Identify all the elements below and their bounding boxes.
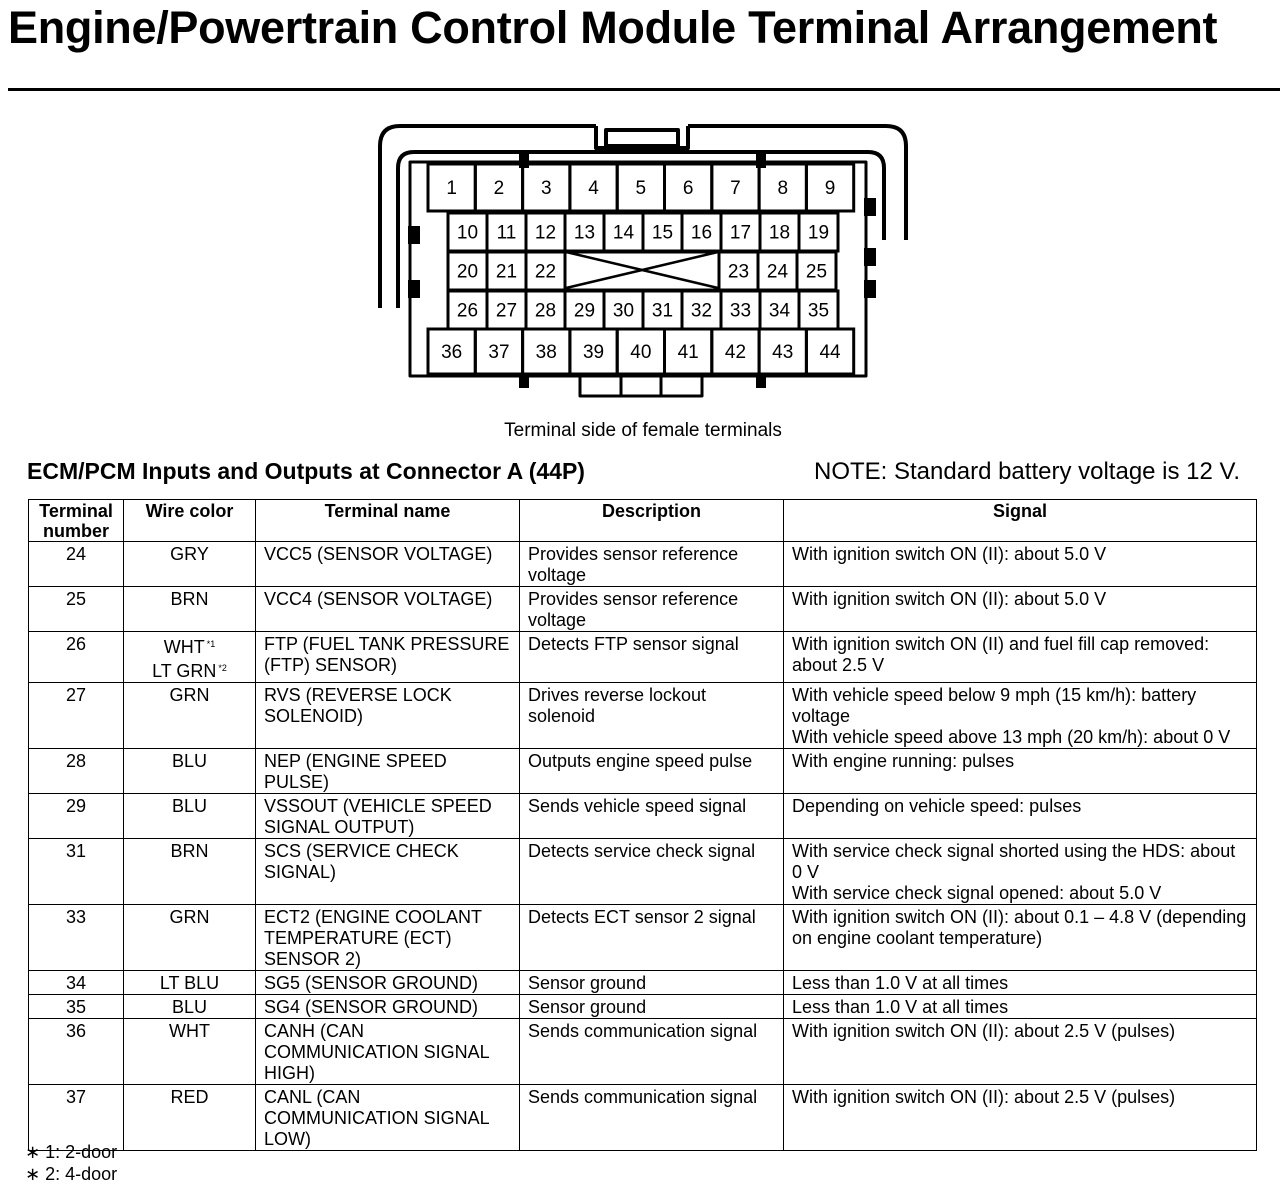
signal-cell [784,749,1257,794]
terminal-number-label: 39 [582,342,605,363]
diagram-caption: Terminal side of female terminals [504,420,782,441]
signal-text: With ignition switch ON (II): about 5.0 V [792,589,1107,609]
terminal-name-cell: SG4 (SENSOR GROUND) [256,995,520,1019]
wire-color-cell [124,542,256,587]
terminal-name-cell: VCC4 (SENSOR VOLTAGE) [256,587,520,632]
terminal-number-label: 3 [540,178,552,199]
signal-text: With engine running: pulses [792,751,1015,771]
signal-text: With vehicle speed below 9 mph (15 km/h): battery voltage [792,685,1197,726]
header-terminal-number [29,500,124,542]
wire-note: *1 [206,639,216,649]
description-cell: Provides sensor reference voltage [520,542,784,587]
header-terminal-name: Terminal name [256,500,520,542]
terminal-number-cell: 34 [29,971,124,995]
footnote-4-door: ∗ 2: 4-door [25,1164,118,1184]
terminal-number-label: 4 [588,178,599,199]
header-wire-color: Wire color [124,500,256,542]
description-cell: Sensor ground [520,995,784,1019]
signal-cell [784,995,1257,1019]
wire-color-cell [124,995,256,1019]
signal-cell [784,839,1257,905]
wire-color-cell [124,794,256,839]
terminal-name-cell: NEP (ENGINE SPEED PULSE) [256,749,520,794]
wire-note: *2 [218,663,227,673]
terminal-number-label: 19 [807,222,830,244]
wire-color: GRN [169,907,210,927]
io-table [28,499,1257,1151]
terminal-number-label: 37 [488,342,510,363]
terminal-number-label: 40 [630,342,652,363]
terminal-name-cell: RVS (REVERSE LOCK SOLENOID) [256,683,520,749]
wire-color: RED [170,1087,209,1107]
table-row [29,683,1257,749]
terminal-number-cell: 31 [29,839,124,905]
footnote-2-door: ∗ 1: 2-door [25,1142,118,1162]
terminal-number-label: 22 [534,261,557,283]
signal-text: With ignition switch ON (II) and fuel fill cap removed: about 2.5 V [792,634,1210,675]
table-row [29,971,1257,995]
signal-text: Depending on vehicle speed: pulses [792,796,1082,816]
terminal-number-label: 1 [446,178,457,199]
table-row [29,794,1257,839]
signal-text: With ignition switch ON (II): about 2.5 V (pulses) [792,1087,1176,1107]
terminal-number-cell: 25 [29,587,124,632]
wire-color: BRN [170,841,209,861]
signal-cell [784,542,1257,587]
terminal-number-label: 20 [456,261,479,283]
terminal-number-label: 17 [729,222,752,244]
signal-text: Less than 1.0 V at all times [792,973,1009,993]
terminal-name-cell: SCS (SERVICE CHECK SIGNAL) [256,839,520,905]
connector-bottom-tab [580,376,702,396]
terminal-number-cell: 37 [29,1085,124,1151]
terminal-number-cell: 35 [29,995,124,1019]
terminal-number-label: 34 [768,300,791,322]
signal-cell [784,632,1257,683]
wire-color: BRN [170,589,209,609]
wire-color-cell [124,632,256,683]
signal-text: With ignition switch ON (II): about 2.5 V (pulses) [792,1021,1176,1041]
table-row [29,1019,1257,1085]
terminal-number-label: 38 [535,342,557,363]
terminal-number-cell: 28 [29,749,124,794]
table-row [29,1085,1257,1151]
terminal-name-cell: CANL (CAN COMMUNICATION SIGNAL LOW) [256,1085,520,1151]
wire-color-alt: LT GRN [152,661,217,681]
wire-color: GRN [169,685,210,705]
signal-text: With ignition switch ON (II): about 5.0 V [792,544,1107,564]
table-row [29,995,1257,1019]
signal-text: Less than 1.0 V at all times [792,997,1009,1017]
terminal-number-label: 2 [493,178,505,199]
signal-text-2: With service check signal opened: about 5.0 V [792,883,1162,903]
connector-diagram [0,0,1286,420]
table-header-row [29,500,1257,542]
signal-cell [784,905,1257,971]
wire-color-cell [124,1019,256,1085]
wire-color: BLU [171,796,207,816]
signal-cell [784,794,1257,839]
signal-cell [784,1019,1257,1085]
terminal-number-cell: 24 [29,542,124,587]
terminal-number-label: 10 [456,222,479,244]
terminal-number-label: 36 [441,342,463,363]
terminal-number-cell: 27 [29,683,124,749]
section-heading: ECM/PCM Inputs and Outputs at Connector A (44P) [27,458,585,484]
wire-color-cell [124,683,256,749]
terminal-number-label: 21 [495,261,518,283]
terminal-number-label: 32 [690,300,713,322]
description-cell: Sends communication signal [520,1019,784,1085]
description-cell: Detects FTP sensor signal [520,632,784,683]
table-row [29,905,1257,971]
terminal-number-label: 30 [612,300,635,322]
terminal-number-cell: 33 [29,905,124,971]
table-row [29,749,1257,794]
terminal-number-cell: 29 [29,794,124,839]
description-cell: Detects service check signal [520,839,784,905]
wire-color-cell [124,749,256,794]
terminal-number-label: 44 [819,342,841,363]
terminal-name-cell: VSSOUT (VEHICLE SPEED SIGNAL OUTPUT) [256,794,520,839]
header-description: Description [520,500,784,542]
description-cell: Sends vehicle speed signal [520,794,784,839]
wire-color-cell [124,1085,256,1151]
signal-cell [784,971,1257,995]
signal-cell [784,1085,1257,1151]
signal-text-2: With vehicle speed above 13 mph (20 km/h): about 0 V [792,727,1231,747]
page-title: Engine/Powertrain Control Module Terminal Arrangement [8,2,1218,53]
terminal-number-label: 23 [727,261,750,283]
signal-cell [784,587,1257,632]
wire-color: LT BLU [159,973,220,993]
wire-color-cell [124,587,256,632]
header-signal: Signal [784,500,1257,542]
table-row [29,587,1257,632]
terminal-number-label: 33 [729,300,752,322]
terminal-number-label: 9 [824,178,836,199]
terminal-number-label: 12 [534,222,557,244]
signal-cell [784,683,1257,749]
footnotes [25,1141,117,1185]
terminal-number-label: 42 [724,342,747,363]
terminal-number-cell: 36 [29,1019,124,1085]
terminal-number-label: 5 [635,178,647,199]
terminal-number-label: 27 [495,300,518,322]
description-cell: Detects ECT sensor 2 signal [520,905,784,971]
signal-text: With service check signal shorted using the HDS: about 0 V [792,841,1236,882]
terminal-number-label: 18 [768,222,791,244]
terminal-name-cell: ECT2 (ENGINE COOLANT TEMPERATURE (ECT) SENSOR 2) [256,905,520,971]
terminal-number-label: 15 [651,222,674,244]
terminal-number-label: 11 [496,222,517,244]
terminal-number-label: 14 [612,222,635,244]
table-row [29,632,1257,683]
wire-color: WHT [163,637,205,657]
terminal-number-label: 41 [677,342,699,363]
signal-text: With ignition switch ON (II): about 0.1 – 4.8 V (depending on engine coolant temperature) [792,907,1247,948]
terminal-name-cell: SG5 (SENSOR GROUND) [256,971,520,995]
terminal-number-label: 24 [766,261,789,283]
description-cell: Drives reverse lockout solenoid [520,683,784,749]
wire-color-cell [124,971,256,995]
wire-color: WHT [169,1021,210,1041]
table-row [29,839,1257,905]
wire-color: BLU [171,751,207,771]
terminal-number-label: 25 [805,261,828,283]
header-terminal-line2: number [42,521,109,541]
wire-color-cell [124,905,256,971]
header-terminal-line1: Terminal [39,501,113,521]
terminal-number-label: 13 [573,222,596,244]
wire-color: BLU [171,997,207,1017]
description-cell: Sends communication signal [520,1085,784,1151]
battery-voltage-note: NOTE: Standard battery voltage is 12 V. [814,458,1241,485]
terminal-name-cell: CANH (CAN COMMUNICATION SIGNAL HIGH) [256,1019,520,1085]
terminal-number-label: 8 [777,178,789,199]
terminal-number-label: 16 [690,222,713,244]
description-cell: Sensor ground [520,971,784,995]
terminal-number-label: 29 [573,300,596,322]
terminal-name-cell: VCC5 (SENSOR VOLTAGE) [256,542,520,587]
terminal-number-label: 28 [534,300,557,322]
terminal-number-label: 6 [682,178,694,199]
description-cell: Outputs engine speed pulse [520,749,784,794]
terminal-number-label: 43 [772,342,794,363]
terminal-number-cell: 26 [29,632,124,683]
terminal-number-label: 7 [730,178,741,199]
terminal-number-label: 31 [651,300,674,322]
wire-color-cell [124,839,256,905]
terminal-number-label: 35 [807,300,830,322]
description-cell: Provides sensor reference voltage [520,587,784,632]
wire-color: GRY [170,544,209,564]
terminal-name-cell: FTP (FUEL TANK PRESSURE (FTP) SENSOR) [256,632,520,683]
table-row [29,542,1257,587]
terminal-number-label: 26 [456,300,479,322]
